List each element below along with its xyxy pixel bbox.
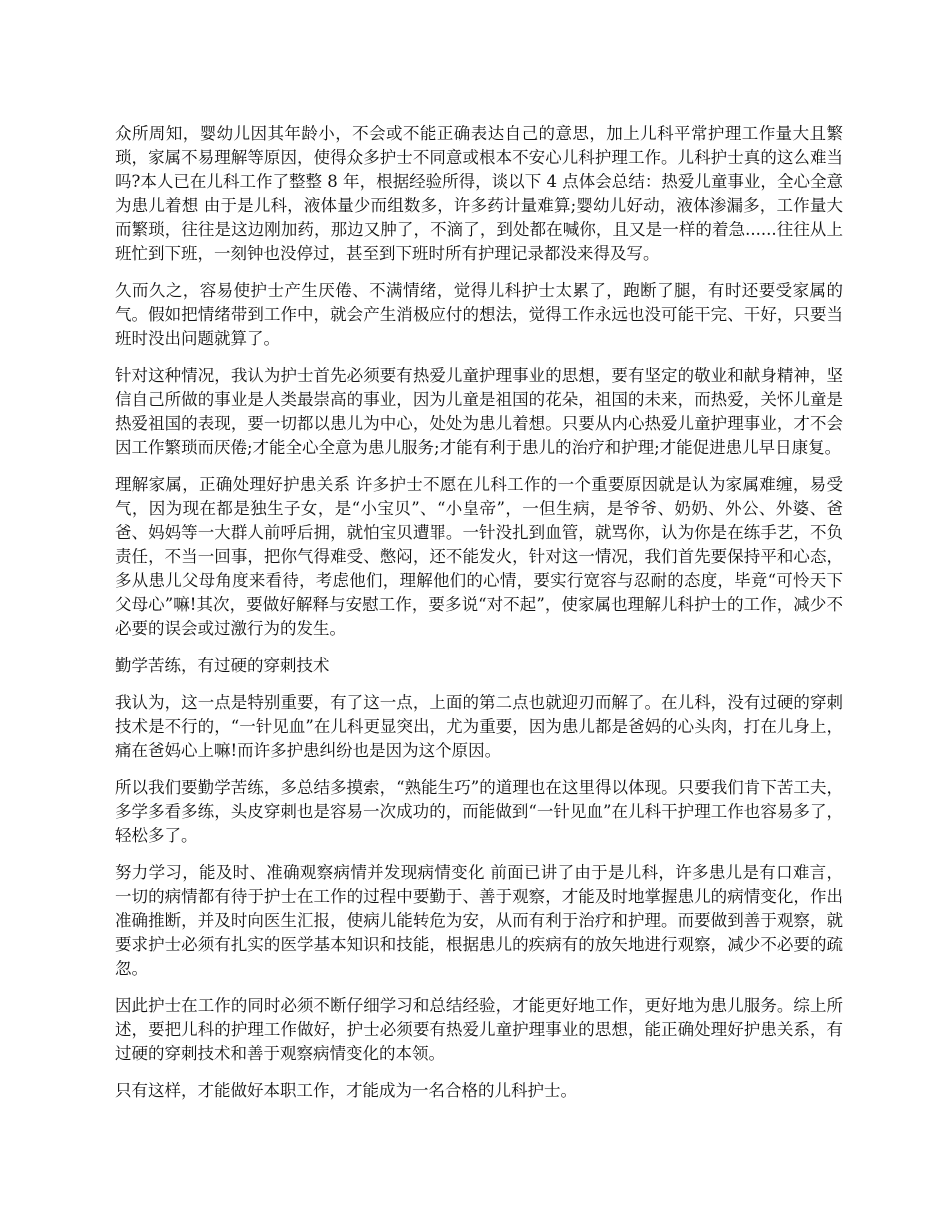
- paragraph-intro: 众所周知，婴幼儿因其年龄小，不会或不能正确表达自己的意思，加上儿科平常护理工作量大且繁琐，家属不易理解等原因，使得众多护士不同意或根本不安心儿科护理工作。儿科护士真的这么难当吗?本人已在儿科工作了整整 8 年，根据经验所得，谈以下 4 点体会总结：热爱儿童事业，全心全意为患儿着想 由于是儿科，液体量少而组数多，许多药计量难算;婴幼儿好动，液体渗漏多，工作量大而繁琐，往往是这边刚加药，那边又肿了，不滴了，到处都在喊你，且又是一样的着急......往往从上班忙到下班，一刻钟也没停过，甚至到下班时所有护理记录都没来得及写。: [115, 124, 843, 263]
- paragraph-understand-family: 理解家属，正确处理好护患关系 许多护士不愿在儿科工作的一个重要原因就是认为家属难缠，易受气，因为现在都是独生子女，是“小宝贝”、“小皇帝”，一但生病，是爷爷、奶奶、外公、外婆、爸爸、妈妈等一大群人前呼后拥，就怕宝贝遭罪。一针没扎到血管，就骂你，认为你是在练手艺，不负责任，不当一回事，把你气得难受、憋闷，还不能发火，针对这一情况，我们首先要保持平和心态，多从患儿父母角度来看待，考虑他们，理解他们的心情，要实行宽容与忍耐的态度，毕竟“可怜天下父母心”嘛!其次，要做好解释与安慰工作，要多说“对不起”，使家属也理解儿科护士的工作，减少不必要的误会或过激行为的发生。: [115, 475, 843, 638]
- paragraph-love-career: 针对这种情况，我认为护士首先必须要有热爱儿童护理事业的思想，要有坚定的敬业和献身精神，坚信自己所做的事业是人类最崇高的事业，因为儿童是祖国的花朵，祖国的未来，而热爱，关怀儿童是热爱祖国的表现，要一切都以患儿为中心，处处为患儿着想。只要从内心热爱儿童护理事业，才不会因工作繁琐而厌倦;才能全心全意为患儿服务;才能有利于患儿的治疗和护理;才能促进患儿早日康复。: [115, 366, 843, 457]
- paragraph-practice: 所以我们要勤学苦练，多总结多摸索，“熟能生巧”的道理也在这里得以体现。只要我们肯下苦工夫，多学多看多练，头皮穿刺也是容易一次成功的，而能做到“一针见血”在儿科干护理工作也容易多了，轻松多了。: [115, 778, 843, 845]
- article-body: [115, 122, 843, 1116]
- paragraph-observation: 努力学习，能及时、准确观察病情并发现病情变化 前面已讲了由于是儿科，许多患儿是有口难言，一切的病情都有待于护士在工作的过程中要勤于、善于观察，才能及时地掌握患儿的病情变化，作出准确推断，并及时向医生汇报，使病儿能转危为安，从而有利于治疗和护理。而要做到善于观察，就要求护士必须有扎实的医学基本知识和技能，根据患儿的疾病有的放矢地进行观察，减少不必要的疏忽。: [115, 863, 843, 978]
- paragraph-conclusion: 只有这样，才能做好本职工作，才能成为一名合格的儿科护士。: [115, 1081, 577, 1100]
- paragraph-puncture-importance: 我认为，这一点是特别重要，有了这一点，上面的第二点也就迎刃而解了。在儿科，没有过硬的穿刺技术是不行的，“一针见血”在儿科更显突出，尤为重要，因为患儿都是爸妈的心头肉，打在儿身上，痛在爸妈心上嘛!而许多护患纠纷也是因为这个原因。: [115, 693, 843, 760]
- paragraph-summary: 因此护士在工作的同时必须不断仔细学习和总结经验，才能更好地工作，更好地为患儿服务。综上所述，要把儿科的护理工作做好，护士必须要有热爱儿童护理事业的思想，能正确处理好护患关系，有过硬的穿刺技术和善于观察病情变化的本领。: [115, 996, 843, 1063]
- paragraph-fatigue: 久而久之，容易使护士产生厌倦、不满情绪，觉得儿科护士太累了，跑断了腿，有时还要受家属的气。假如把情绪带到工作中，就会产生消极应付的想法，觉得工作永远也没可能干完、干好，只要当班时没出问题就算了。: [115, 281, 843, 348]
- paragraph-heading-puncture: 勤学苦练，有过硬的穿刺技术: [115, 656, 330, 675]
